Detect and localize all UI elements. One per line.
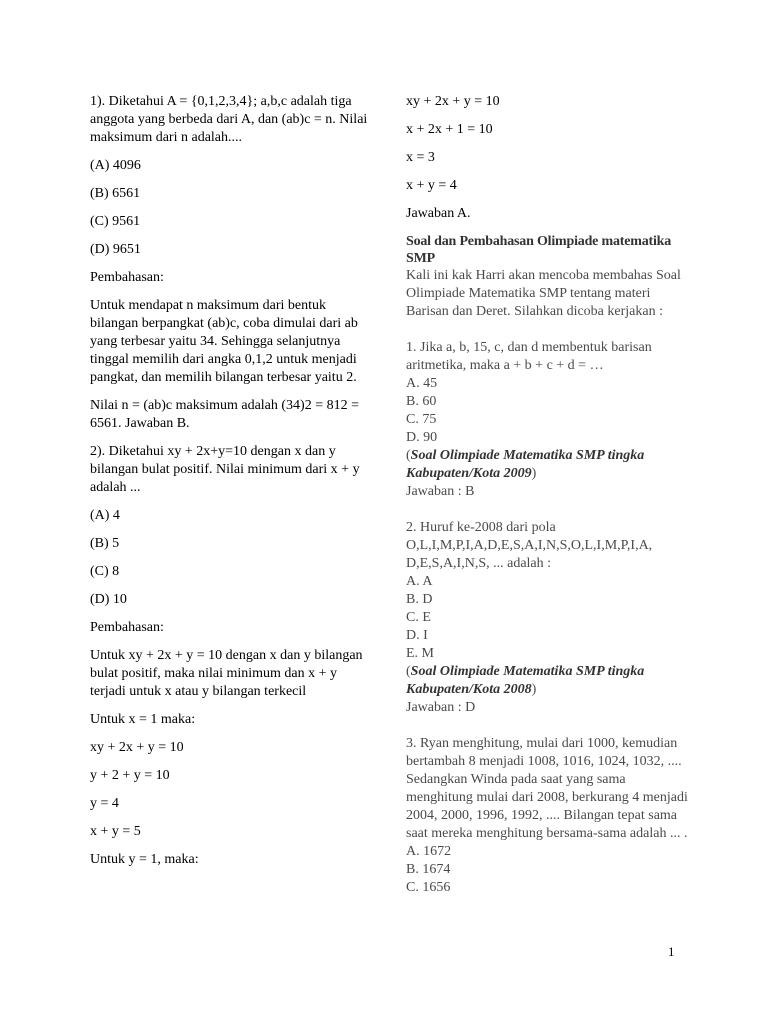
paragraph: Jawaban A. <box>406 206 471 221</box>
paren-close: ) <box>531 682 537 697</box>
q2-source-text: Soal Olimpiade Matematika SMP tingka Kabupaten/Kota 2008 <box>406 664 645 697</box>
equation: x + 2x + 1 = 10 <box>406 122 493 137</box>
q1-source <box>406 447 688 483</box>
paragraph: 1). Diketahui A = {0,1,2,3,4}; a,b,c adalah tiga anggota yang berbeda dari A, dan (ab)c = n. Nilai maksimum dari n adalah.... <box>90 94 368 145</box>
q2-source <box>406 663 688 699</box>
question-1: 1. Jika a, b, 15, c, dan d membentuk barisan aritmetika, maka a + b + c + d = … <box>406 340 652 373</box>
q1-source-text: Soal Olimpiade Matematika SMP tingka Kabupaten/Kota 2009 <box>406 448 645 481</box>
option: (C) 8 <box>90 564 120 579</box>
q2-option: A. A <box>406 574 433 589</box>
q2-option: C. E <box>406 610 431 625</box>
q2-option: D. I <box>406 628 428 643</box>
q1-option: D. 90 <box>406 430 438 445</box>
q1-answer: Jawaban : B <box>406 484 475 499</box>
question-2: 2. Huruf ke-2008 dari pola O,L,I,M,P,I,A,D,E,S,A,I,N,S,O,L,I,M,P,I,A, D,E,S,A,I,N,S, ... adalah : <box>406 520 653 571</box>
spacer <box>406 321 688 339</box>
page-number: 1 <box>668 944 675 959</box>
left-column <box>90 93 372 879</box>
equation: y + 2 + y = 10 <box>90 768 170 783</box>
right-column <box>406 93 688 897</box>
equation: x = 3 <box>406 150 435 165</box>
q1-option: A. 45 <box>406 376 438 391</box>
option: (C) 9561 <box>90 214 141 229</box>
equation: xy + 2x + y = 10 <box>90 740 184 755</box>
equation: y = 4 <box>90 796 119 811</box>
option: (D) 9651 <box>90 242 141 257</box>
paragraph: Nilai n = (ab)c maksimum adalah (34)2 = 812 = 6561. Jawaban B. <box>90 398 360 431</box>
paragraph: 2). Diketahui xy + 2x+y=10 dengan x dan y bilangan bulat positif. Nilai minimum dari x + y adalah ... <box>90 444 360 495</box>
paren-close: ) <box>531 466 537 481</box>
spacer <box>406 717 688 735</box>
equation: x + y = 5 <box>90 824 141 839</box>
spacer <box>406 501 688 519</box>
paragraph: Untuk xy + 2x + y = 10 dengan x dan y bilangan bulat positif, maka nilai minimum dan x + y terjadi untuk x atau y bilangan terkecil <box>90 648 363 699</box>
option: (D) 10 <box>90 592 127 607</box>
intro-paragraph: Kali ini kak Harri akan mencoba membahas Soal Olimpiade Matematika SMP tentang materi Barisan dan Deret. Silahkan dicoba kerjakan : <box>406 268 681 319</box>
option: (B) 5 <box>90 536 120 551</box>
option: (A) 4096 <box>90 158 141 173</box>
question-3: 3. Ryan menghitung, mulai dari 1000, kemudian bertambah 8 menjadi 1008, 1016, 1024, 1032, .... Sedangkan Winda pada saat yang sama menghitung mulai dari 2008, berkurang 4 menjadi 2004, 2000, 1996, 1992, .... Bilangan tepat sama saat mereka menghitung bersama-sama adalah ... . <box>406 736 688 841</box>
paragraph: Pembahasan: <box>90 270 164 285</box>
option: (B) 6561 <box>90 186 141 201</box>
q1-option: C. 75 <box>406 412 437 427</box>
q1-option: B. 60 <box>406 394 437 409</box>
q3-option: A. 1672 <box>406 844 452 859</box>
q3-option: C. 1656 <box>406 880 451 895</box>
paragraph: Pembahasan: <box>90 620 164 635</box>
paragraph: Untuk x = 1 maka: <box>90 712 196 727</box>
section-heading: Soal dan Pembahasan Olimpiade matematika SMP <box>406 234 672 266</box>
equation: xy + 2x + y = 10 <box>406 94 500 109</box>
q2-option: B. D <box>406 592 433 607</box>
option: (A) 4 <box>90 508 120 523</box>
paragraph: Untuk mendapat n maksimum dari bentuk bilangan berpangkat (ab)c, coba dimulai dari ab yang terbesar yaitu 34. Sehingga selanjutnya tinggal memilih dari angka 0,1,2 untuk menjadi pangkat, dan memilih bilangan terbesar yaitu 2. <box>90 298 358 385</box>
paragraph: Untuk y = 1, maka: <box>90 852 199 867</box>
q2-answer: Jawaban : D <box>406 700 476 715</box>
paren-open: ( <box>406 664 411 679</box>
q3-option: B. 1674 <box>406 862 451 877</box>
paren-open: ( <box>406 448 411 463</box>
q2-option: E. M <box>406 646 434 661</box>
equation: x + y = 4 <box>406 178 457 193</box>
